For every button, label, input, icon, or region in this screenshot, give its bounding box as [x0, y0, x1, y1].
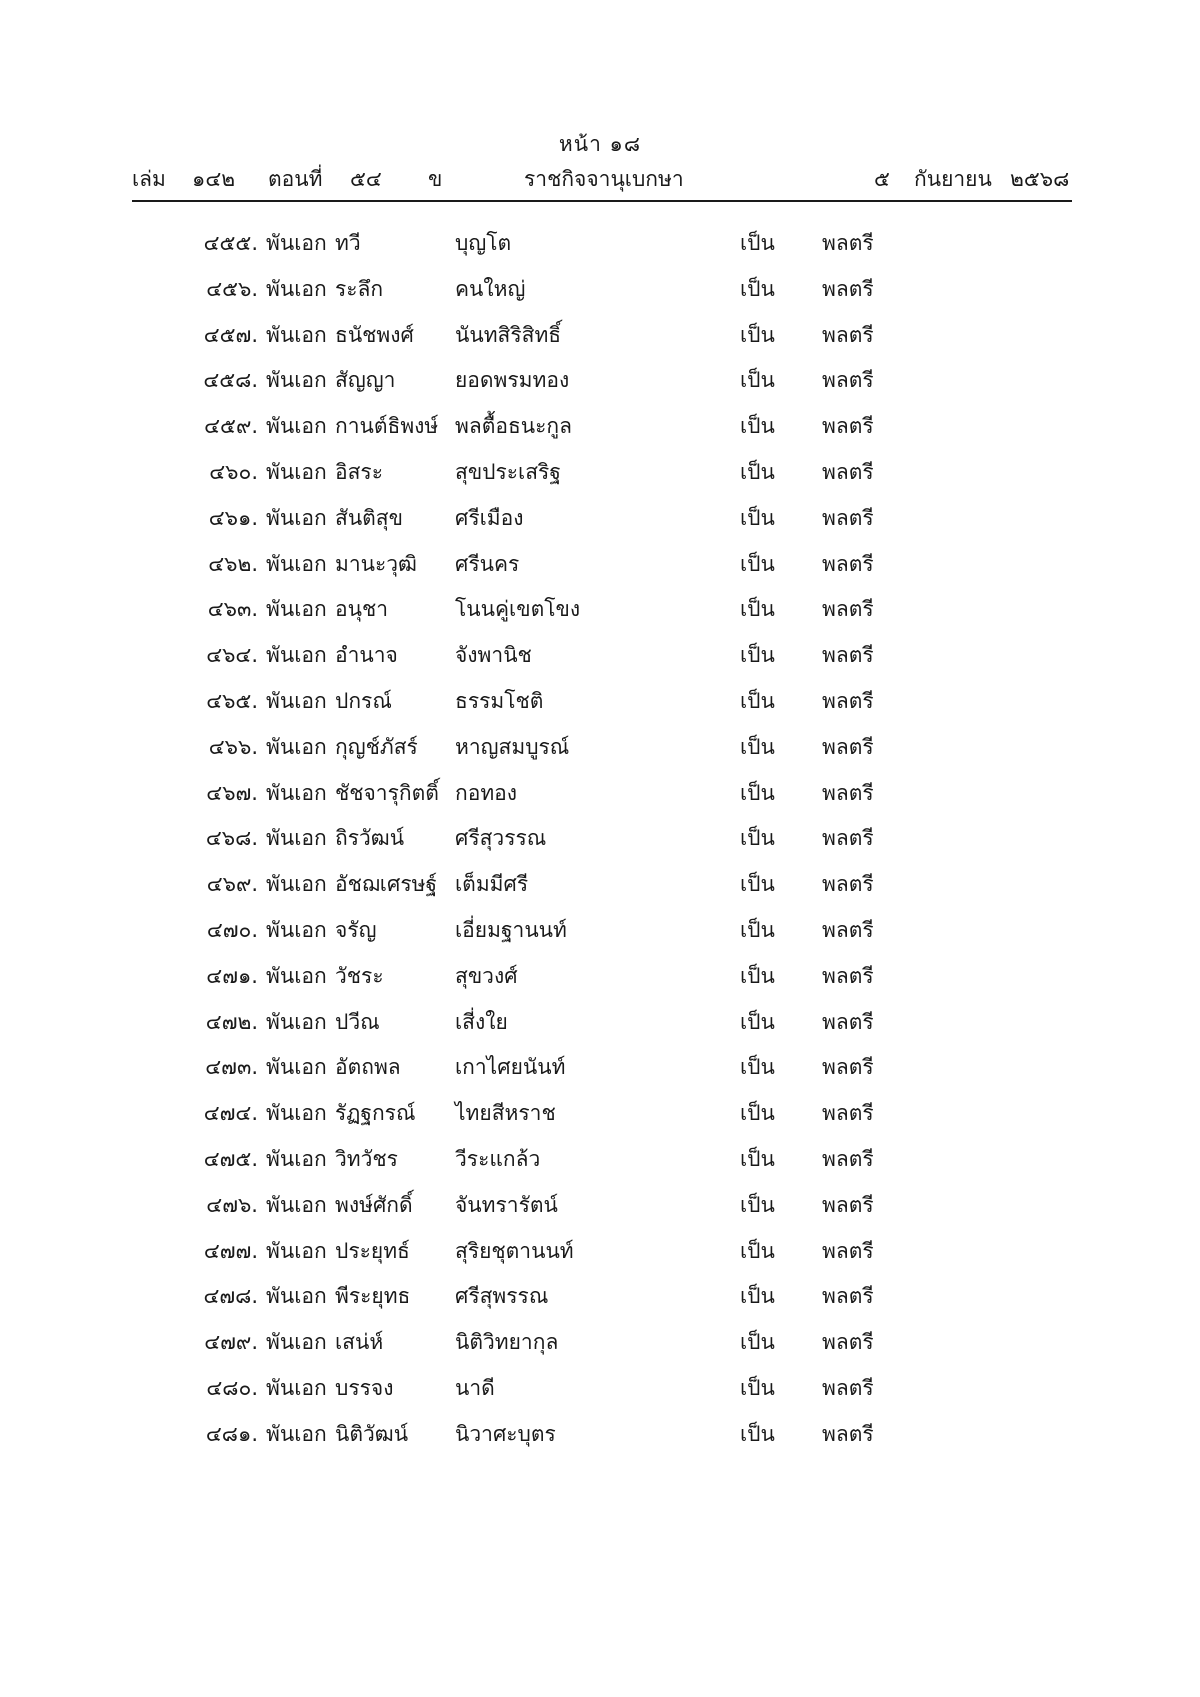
issue-number: ๕๔ [350, 167, 382, 191]
entry-new-rank: พลตรี [822, 1284, 874, 1309]
entry-family-name: กอทอง [455, 780, 518, 805]
entry-current-rank: พันเอก [266, 505, 327, 530]
entry-number: ๔๖๖. [208, 734, 258, 759]
entry-family-name: นิติวิทยากุล [455, 1330, 559, 1355]
entry-be-word: เป็น [740, 1146, 775, 1171]
entry-family-name: บุญโต [455, 231, 512, 255]
entry-new-rank: พลตรี [822, 414, 874, 439]
section-letter: ข [428, 167, 443, 191]
entry-given-name: ระลึก [335, 276, 384, 301]
entry-current-rank: พันเอก [266, 1375, 327, 1400]
list-item [0, 1098, 1200, 1144]
list-item [0, 1007, 1200, 1053]
entry-number: ๔๖๐. [209, 459, 258, 484]
entry-be-word: เป็น [740, 505, 775, 530]
entry-given-name: วิทวัชร [335, 1146, 398, 1171]
entry-be-word: เป็น [740, 1055, 775, 1080]
entry-given-name: รัฏฐกรณ์ [335, 1101, 416, 1126]
entry-current-rank: พันเอก [266, 1101, 327, 1126]
entry-family-name: ธรรมโชติ [455, 688, 544, 713]
list-item [0, 1373, 1200, 1419]
entry-given-name: จรัญ [335, 917, 377, 942]
entry-number: ๔๖๘. [205, 826, 258, 851]
entry-family-name: หาญสมบูรณ์ [455, 734, 570, 759]
entry-number: ๔๕๙. [204, 414, 258, 439]
entry-number: ๔๕๘. [203, 368, 258, 393]
entry-number: ๔๖๑. [208, 505, 258, 530]
entry-new-rank: พลตรี [822, 1101, 874, 1126]
entry-new-rank: พลตรี [822, 322, 874, 347]
entry-current-rank: พันเอก [266, 1055, 327, 1080]
list-item [0, 274, 1200, 320]
entry-given-name: ถิรวัฒน์ [335, 826, 405, 851]
header-divider [132, 200, 1072, 202]
page-number: หน้า ๑๘ [558, 132, 642, 156]
entry-given-name: ปวีณ [335, 1009, 380, 1034]
entry-new-rank: พลตรี [822, 826, 874, 851]
entry-family-name: นิวาศะบุตร [455, 1421, 556, 1446]
entry-be-word: เป็น [740, 1421, 775, 1446]
entry-number: ๔๖๓. [207, 597, 258, 622]
entry-new-rank: พลตรี [822, 505, 874, 530]
entry-be-word: เป็น [740, 1238, 775, 1263]
entry-current-rank: พันเอก [266, 826, 327, 851]
list-item [0, 915, 1200, 961]
entry-be-word: เป็น [740, 231, 775, 255]
entry-be-word: เป็น [740, 963, 775, 988]
entry-given-name: ปกรณ์ [335, 688, 392, 713]
list-item [0, 503, 1200, 549]
entry-given-name: พีระยุทธ [335, 1284, 411, 1309]
entry-be-word: เป็น [740, 368, 775, 393]
list-item [0, 1052, 1200, 1098]
entry-given-name: อิสระ [335, 459, 383, 484]
entry-number: ๔๗๕. [203, 1146, 258, 1171]
entry-be-word: เป็น [740, 597, 775, 622]
entry-number: ๔๖๕. [206, 688, 258, 713]
entry-be-word: เป็น [740, 414, 775, 439]
entry-new-rank: พลตรี [822, 597, 874, 622]
entry-given-name: ชัชจารุกิตติ์ [335, 780, 439, 805]
entry-given-name: พงษ์ศักดิ์ [335, 1192, 413, 1217]
entry-family-name: จันทรารัตน์ [455, 1192, 558, 1217]
entry-be-word: เป็น [740, 276, 775, 301]
entry-family-name: คนใหญ่ [455, 276, 526, 301]
entry-current-rank: พันเอก [266, 963, 327, 988]
list-item [0, 640, 1200, 686]
entry-number: ๔๕๗. [203, 322, 258, 347]
entry-family-name: เอี่ยมฐานนท์ [455, 917, 567, 942]
entry-number: ๔๗๗. [203, 1238, 258, 1263]
entry-given-name: อำนาจ [335, 643, 398, 668]
list-item [0, 778, 1200, 824]
entry-be-word: เป็น [740, 872, 775, 897]
entry-current-rank: พันเอก [266, 1146, 327, 1171]
entry-given-name: กุญช์ภัสร์ [335, 734, 418, 759]
gazette-title: ราชกิจจานุเบกษา [524, 167, 684, 191]
entry-family-name: เต็มมีศรี [455, 872, 529, 897]
entry-given-name: อัชฌเศรษฐ์ [335, 872, 438, 897]
entry-given-name: อนุชา [335, 597, 389, 622]
entry-number: ๔๗๖. [206, 1192, 258, 1217]
entry-number: ๔๖๗. [206, 780, 258, 805]
entry-current-rank: พันเอก [266, 1009, 327, 1034]
entry-be-word: เป็น [740, 826, 775, 851]
entry-current-rank: พันเอก [266, 1330, 327, 1355]
entry-given-name: นิติวัฒน์ [335, 1421, 409, 1446]
entry-family-name: ศรีสุพรรณ [455, 1284, 549, 1309]
entry-family-name: ศรีเมือง [455, 505, 524, 530]
list-item [0, 365, 1200, 411]
entry-current-rank: พันเอก [266, 688, 327, 713]
entry-current-rank: พันเอก [266, 551, 327, 576]
entry-given-name: เสน่ห์ [335, 1330, 384, 1355]
entry-be-word: เป็น [740, 917, 775, 942]
entry-new-rank: พลตรี [822, 1330, 874, 1355]
entry-family-name: เกาไศยนันท์ [455, 1055, 566, 1080]
entry-number: ๔๘๑. [205, 1421, 258, 1446]
date-year: ๒๕๖๘ [1010, 167, 1070, 191]
list-item [0, 228, 1200, 274]
entry-current-rank: พันเอก [266, 1192, 327, 1217]
entry-new-rank: พลตรี [822, 872, 874, 897]
entry-new-rank: พลตรี [822, 780, 874, 805]
entry-current-rank: พันเอก [266, 322, 327, 347]
entry-new-rank: พลตรี [822, 1009, 874, 1034]
entry-current-rank: พันเอก [266, 734, 327, 759]
entry-be-word: เป็น [740, 688, 775, 713]
entry-new-rank: พลตรี [822, 688, 874, 713]
entry-new-rank: พลตรี [822, 1146, 874, 1171]
list-item [0, 594, 1200, 640]
entry-current-rank: พันเอก [266, 231, 327, 255]
entry-new-rank: พลตรี [822, 734, 874, 759]
entry-current-rank: พันเอก [266, 872, 327, 897]
entry-new-rank: พลตรี [822, 643, 874, 668]
gazette-header [132, 163, 1072, 197]
list-item [0, 320, 1200, 366]
entry-given-name: ทวี [335, 231, 361, 255]
entry-current-rank: พันเอก [266, 1421, 327, 1446]
entry-be-word: เป็น [740, 1101, 775, 1126]
issue-label: ตอนที่ [268, 167, 323, 191]
entry-number: ๔๗๐. [206, 917, 258, 942]
volume-label: เล่ม [132, 167, 166, 191]
entry-number: ๔๗๓. [205, 1055, 258, 1080]
entry-be-word: เป็น [740, 1375, 775, 1400]
entry-number: ๔๖๒. [208, 551, 258, 576]
entry-number: ๔๗๒. [205, 1009, 258, 1034]
entry-family-name: สุขวงศ์ [455, 963, 518, 988]
entry-given-name: วัชระ [335, 963, 384, 988]
date-day: ๕ [874, 167, 890, 191]
entry-number: ๔๘๐. [206, 1375, 258, 1400]
entry-be-word: เป็น [740, 322, 775, 347]
entry-current-rank: พันเอก [266, 1238, 327, 1263]
entry-family-name: ศรีนคร [455, 551, 520, 576]
entry-family-name: สุริยชุตานนท์ [455, 1238, 574, 1263]
entry-family-name: วีระแกล้ว [455, 1146, 541, 1171]
entry-given-name: อัตถพล [335, 1055, 401, 1080]
list-item [0, 411, 1200, 457]
entry-be-word: เป็น [740, 1284, 775, 1309]
entry-number: ๔๗๙. [204, 1330, 258, 1355]
entry-family-name: เสี่งใย [455, 1009, 508, 1034]
list-item [0, 1236, 1200, 1282]
entry-new-rank: พลตรี [822, 551, 874, 576]
list-item [0, 549, 1200, 595]
entry-number: ๔๖๔. [206, 643, 258, 668]
entry-new-rank: พลตรี [822, 917, 874, 942]
entry-current-rank: พันเอก [266, 276, 327, 301]
list-item [0, 457, 1200, 503]
entry-be-word: เป็น [740, 734, 775, 759]
entry-new-rank: พลตรี [822, 1055, 874, 1080]
entry-number: ๔๗๘. [203, 1284, 258, 1309]
list-item [0, 1281, 1200, 1327]
entry-new-rank: พลตรี [822, 1238, 874, 1263]
list-item [0, 869, 1200, 915]
list-item [0, 1419, 1200, 1465]
entry-given-name: สันติสุข [335, 505, 403, 530]
entry-new-rank: พลตรี [822, 368, 874, 393]
entry-family-name: นันทสิริสิทธิ์ [455, 322, 562, 347]
entry-new-rank: พลตรี [822, 1421, 874, 1446]
list-item [0, 686, 1200, 732]
entry-number: ๔๖๙. [206, 872, 258, 897]
entry-new-rank: พลตรี [822, 963, 874, 988]
entry-given-name: บรรจง [335, 1375, 394, 1400]
entry-family-name: ศรีสุวรรณ [455, 826, 547, 851]
date-month: กันยายน [914, 167, 992, 191]
list-item [0, 1327, 1200, 1373]
entry-family-name: พลตื้อธนะกูล [455, 414, 572, 439]
entry-new-rank: พลตรี [822, 231, 874, 255]
entry-current-rank: พันเอก [266, 597, 327, 622]
entry-be-word: เป็น [740, 780, 775, 805]
entry-family-name: ไทยสีหราช [455, 1101, 556, 1126]
list-item [0, 1144, 1200, 1190]
entry-number: ๔๗๔. [203, 1101, 258, 1126]
entry-given-name: มานะวุฒิ [335, 551, 418, 576]
entry-new-rank: พลตรี [822, 276, 874, 301]
promotion-list [0, 228, 1200, 1465]
entry-given-name: ประยุทธ์ [335, 1238, 410, 1263]
entry-new-rank: พลตรี [822, 459, 874, 484]
entry-family-name: นาดี [455, 1375, 495, 1400]
entry-new-rank: พลตรี [822, 1192, 874, 1217]
entry-current-rank: พันเอก [266, 917, 327, 942]
entry-given-name: กานต์ธิพงษ์ [335, 414, 439, 439]
entry-be-word: เป็น [740, 1330, 775, 1355]
list-item [0, 961, 1200, 1007]
entry-be-word: เป็น [740, 643, 775, 668]
entry-be-word: เป็น [740, 459, 775, 484]
entry-family-name: ยอดพรมทอง [455, 368, 570, 393]
entry-current-rank: พันเอก [266, 459, 327, 484]
entry-number: ๔๕๕. [203, 231, 258, 255]
entry-number: ๔๗๑. [206, 963, 258, 988]
entry-given-name: ธนัชพงศ์ [335, 322, 414, 347]
entry-number: ๔๕๖. [206, 276, 258, 301]
entry-current-rank: พันเอก [266, 414, 327, 439]
volume-number: ๑๔๒ [192, 167, 236, 191]
list-item [0, 732, 1200, 778]
entry-current-rank: พันเอก [266, 643, 327, 668]
list-item [0, 823, 1200, 869]
entry-be-word: เป็น [740, 1009, 775, 1034]
entry-family-name: โนนคู่เขตโขง [455, 597, 581, 622]
entry-given-name: สัญญา [335, 368, 396, 393]
entry-family-name: จังพานิช [455, 643, 532, 668]
entry-current-rank: พันเอก [266, 368, 327, 393]
entry-current-rank: พันเอก [266, 1284, 327, 1309]
entry-be-word: เป็น [740, 551, 775, 576]
entry-new-rank: พลตรี [822, 1375, 874, 1400]
entry-be-word: เป็น [740, 1192, 775, 1217]
entry-current-rank: พันเอก [266, 780, 327, 805]
list-item [0, 1190, 1200, 1236]
entry-family-name: สุขประเสริฐ [455, 459, 561, 484]
